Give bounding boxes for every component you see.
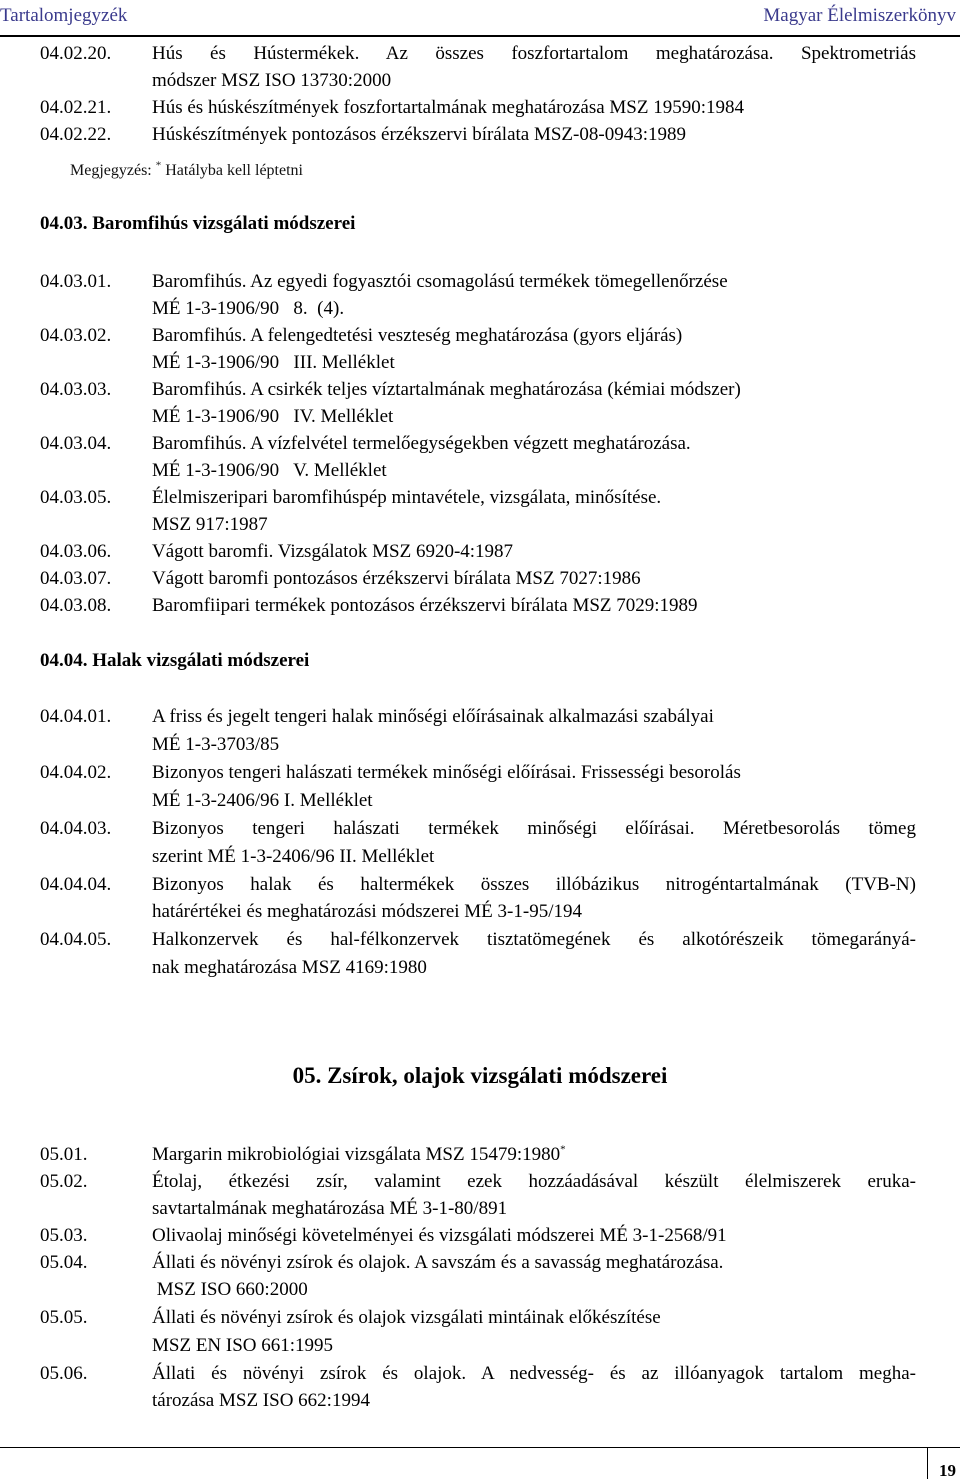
item-text: Olivaolaj minőségi követelményei és vizsgálati módszerei MÉ 3-1-2568/91 bbox=[152, 1225, 727, 1246]
item-text-cont: határértékei és meghatározási módszerei MÉ 3-1-95/194 bbox=[152, 901, 582, 922]
item-code: 04.03.06. bbox=[40, 541, 112, 562]
note-star: * bbox=[155, 159, 162, 172]
item-code: 05.04. bbox=[40, 1252, 88, 1273]
item-text: Állati és növényi zsírok és olajok vizsgálati mintáinak előkészítése bbox=[152, 1307, 661, 1328]
item-text-main: Margarin mikrobiológiai vizsgálata MSZ 15479:1980 bbox=[152, 1144, 561, 1165]
item-text: Bizonyos tengeri halászati termékek minőségi előírásai. Frissességi besorolás bbox=[152, 762, 741, 783]
item-text: Baromfihús. A felengedtetési veszteség meghatározása (gyors eljárás) bbox=[152, 325, 683, 346]
item-text: Bizonyos tengeri halászati termékek minőségi előírásai. Méretbesorolás tömeg bbox=[152, 818, 916, 839]
item-code: 04.03.05. bbox=[40, 487, 112, 508]
footnote-star: * bbox=[560, 1143, 566, 1156]
note bbox=[70, 159, 303, 180]
section-heading: 04.03. Baromfihús vizsgálati módszerei bbox=[40, 213, 356, 234]
item-text-cont: MÉ 1-3-3703/85 bbox=[152, 734, 280, 755]
item-text-cont: MÉ 1-3-1906/90 III. Melléklet bbox=[152, 352, 395, 373]
item-code: 04.04.02. bbox=[40, 762, 112, 783]
item-text: Vágott baromfi pontozásos érzékszervi bírálata MSZ 7027:1986 bbox=[152, 568, 641, 589]
item-text: Étolaj, étkezési zsír, valamint ezek hozzáadásával készült élelmiszerek eruka- bbox=[152, 1171, 916, 1192]
item-text: Vágott baromfi. Vizsgálatok MSZ 6920-4:1987 bbox=[152, 541, 514, 562]
item-code: 04.03.02. bbox=[40, 325, 112, 346]
item-text-cont: MSZ 917:1987 bbox=[152, 514, 268, 535]
item-code: 05.02. bbox=[40, 1171, 88, 1192]
item-text: Állati és növényi zsírok és olajok. A nedvesség- és az illóanyagok tartalom megha- bbox=[152, 1363, 916, 1384]
item-code: 04.03.01. bbox=[40, 271, 112, 292]
item-text-cont: szerint MÉ 1-3-2406/96 II. Melléklet bbox=[152, 846, 435, 867]
note-prefix: Megjegyzés: bbox=[70, 162, 156, 179]
item-text: Élelmiszeripari baromfihúspép mintavétele, vizsgálata, minősítése. bbox=[152, 487, 662, 508]
toc-link[interactable]: Tartalomjegyzék bbox=[0, 5, 128, 26]
item-text: Baromfihús. Az egyedi fogyasztói csomagolású termékek tömegellenőrzése bbox=[152, 271, 728, 292]
chapter-title: 05. Zsírok, olajok vizsgálati módszerei bbox=[292, 1063, 668, 1088]
item-code: 04.03.07. bbox=[40, 568, 112, 589]
item-text-cont: módszer MSZ ISO 13730:2000 bbox=[152, 70, 392, 91]
item-text: Állati és növényi zsírok és olajok. A savszám és a savasság meghatározása. bbox=[152, 1252, 724, 1273]
item-code: 04.02.20. bbox=[40, 43, 112, 64]
item-text: Baromfihús. A vízfelvétel termelőegységekben végzett meghatározása. bbox=[152, 433, 691, 454]
item-code: 04.04.01. bbox=[40, 706, 112, 727]
item-code: 04.03.08. bbox=[40, 595, 112, 616]
item-text bbox=[152, 1141, 566, 1168]
item-text-cont: savtartalmának meghatározása MÉ 3-1-80/891 bbox=[152, 1198, 508, 1219]
item-text-cont: MÉ 1-3-2406/96 I. Melléklet bbox=[152, 790, 373, 811]
item-code: 05.03. bbox=[40, 1225, 88, 1246]
item-text-cont: nak meghatározása MSZ 4169:1980 bbox=[152, 957, 427, 978]
item-code: 04.03.04. bbox=[40, 433, 112, 454]
item-code: 04.04.05. bbox=[40, 929, 112, 950]
item-text-cont: MÉ 1-3-1906/90 V. Melléklet bbox=[152, 460, 387, 481]
item-text: Hús és húskészítmények foszfortartalmának meghatározása MSZ 19590:1984 bbox=[152, 97, 745, 118]
section-heading: 04.04. Halak vizsgálati módszerei bbox=[40, 650, 310, 671]
item-text-cont: MSZ ISO 660:2000 bbox=[152, 1279, 308, 1300]
page-header bbox=[0, 0, 960, 36]
item-text-cont: tározása MSZ ISO 662:1994 bbox=[152, 1390, 370, 1411]
page-number: 19 bbox=[939, 1461, 956, 1480]
item-text: Baromfiipari termékek pontozásos érzékszervi bírálata MSZ 7029:1989 bbox=[152, 595, 698, 616]
item-code: 04.04.03. bbox=[40, 818, 112, 839]
item-text-cont: MSZ EN ISO 661:1995 bbox=[152, 1335, 334, 1356]
item-text: A friss és jegelt tengeri halak minőségi előírásainak alkalmazási szabályai bbox=[152, 706, 714, 727]
item-code: 05.06. bbox=[40, 1363, 88, 1384]
item-code: 04.02.21. bbox=[40, 97, 112, 118]
item-code: 04.03.03. bbox=[40, 379, 112, 400]
item-text: Halkonzervek és hal-félkonzervek tisztatömegének és alkotórészeik tömegarányá- bbox=[152, 929, 916, 950]
item-code: 05.01. bbox=[40, 1144, 88, 1165]
item-text: Bizonyos halak és haltermékek összes illóbázikus nitrogéntartalmának (TVB-N) bbox=[152, 874, 916, 895]
item-code: 04.04.04. bbox=[40, 874, 112, 895]
item-code: 05.05. bbox=[40, 1307, 88, 1328]
item-text: Baromfihús. A csirkék teljes víztartalmának meghatározása (kémiai módszer) bbox=[152, 379, 741, 400]
item-code: 04.02.22. bbox=[40, 124, 112, 145]
item-text-cont: MÉ 1-3-1906/90 8. (4). bbox=[152, 298, 345, 319]
item-text: Hús és Hústermékek. Az összes foszfortartalom meghatározása. Spektrometriás bbox=[152, 43, 916, 64]
book-title-link[interactable]: Magyar Élelmiszerkönyv bbox=[763, 5, 956, 26]
item-text-cont: MÉ 1-3-1906/90 IV. Melléklet bbox=[152, 406, 394, 427]
header-rule bbox=[0, 35, 960, 37]
item-text: Húskészítmények pontozásos érzékszervi bírálata MSZ-08-0943:1989 bbox=[152, 124, 686, 145]
footer-rule bbox=[0, 1447, 960, 1448]
note-text: Hatályba kell léptetni bbox=[161, 162, 303, 179]
